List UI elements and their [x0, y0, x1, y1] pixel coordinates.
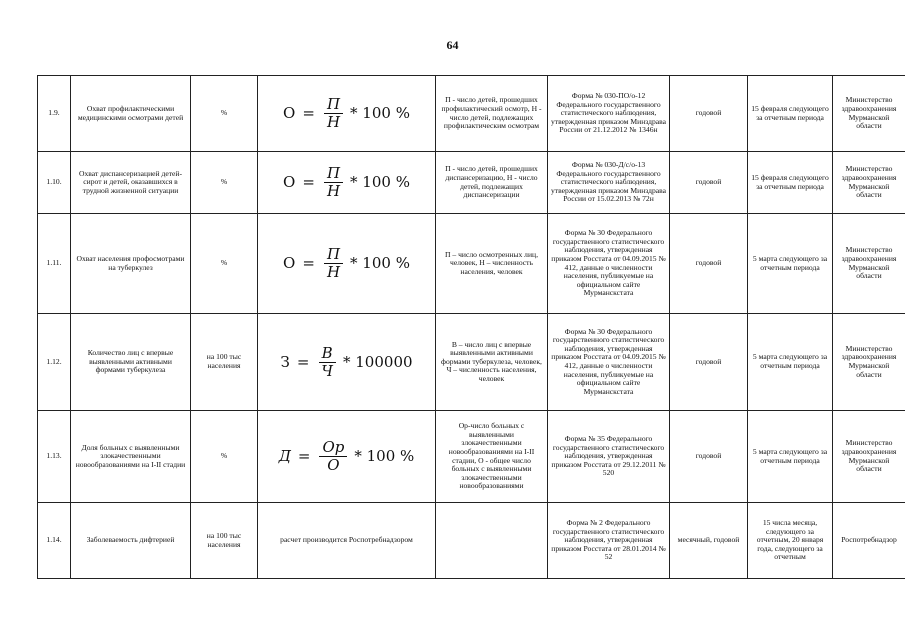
formula-lhs: З	[280, 352, 290, 371]
formula-numerator: П	[324, 165, 343, 183]
formula-cell	[258, 411, 436, 503]
variables-description: П – число осмотренных лиц, человек, Н – численность населения, человек	[436, 214, 548, 314]
formula-numerator: В	[319, 345, 336, 363]
responsible-body: Министерство здравоохранения Мурманской области	[833, 411, 905, 503]
deadline: 15 числа месяца, следующего за отчетным, 20 января года, следующего за отчетным	[748, 503, 833, 579]
row-number: 1.12.	[38, 314, 71, 411]
variables-description: П - число детей, прошедших профилактический осмотр, Н - число детей, подлежащих профилактическим осмотрам	[436, 76, 548, 152]
frequency: месячный, годовой	[670, 503, 748, 579]
formula-text: расчет производится Роспотребнадзором	[258, 503, 436, 579]
data-source: Форма № 30 Федерального государственного статистического наблюдения, утвержденная приказом Росстата от 04.09.2015 № 412, данные о численности населения, публикуемые на официальном сайте Мурманскстата	[548, 214, 670, 314]
formula	[261, 96, 432, 131]
formula-rhs: * 100000	[343, 352, 413, 371]
formula-eq: =	[302, 104, 315, 123]
frequency: годовой	[670, 76, 748, 152]
formula-cell	[258, 76, 436, 152]
formula-rhs: * 100 %	[354, 447, 415, 466]
deadline: 15 февраля следующего за отчетным периода	[748, 76, 833, 152]
row-number: 1.14.	[38, 503, 71, 579]
page-number: 64	[446, 38, 459, 52]
responsible-body: Министерство здравоохранения Мурманской области	[833, 76, 905, 152]
variables-description: П - число детей, прошедших диспансеризацию, Н - число детей, подлежащих диспансеризации	[436, 152, 548, 214]
responsible-body: Роспотребнадзор	[833, 503, 905, 579]
formula-lhs: Д	[278, 447, 291, 466]
unit: на 100 тыс населения	[191, 314, 258, 411]
formula-rhs: * 100 %	[350, 173, 410, 192]
formula	[261, 439, 432, 474]
table-row	[38, 152, 905, 214]
table-row	[38, 76, 905, 152]
formula-fraction	[324, 96, 343, 131]
formula-cell	[258, 152, 436, 214]
indicators-table	[37, 75, 905, 579]
formula-denominator: Н	[326, 182, 341, 200]
formula-numerator: П	[324, 246, 343, 264]
formula-eq: =	[302, 254, 315, 273]
formula	[261, 345, 432, 380]
frequency: годовой	[670, 411, 748, 503]
formula-numerator: П	[324, 96, 343, 114]
formula-lhs: О	[283, 254, 296, 273]
formula-fraction	[324, 246, 343, 281]
formula-fraction	[318, 345, 336, 380]
data-source: Форма № 030-Д/с/о-13 Федерального государственного статистического наблюдения, утвержденная приказом Минздрава России от 15.02.2013 № 72н	[548, 152, 670, 214]
deadline: 5 марта следующего за отчетным периода	[748, 314, 833, 411]
formula-denominator: Н	[326, 113, 341, 131]
formula-cell	[258, 214, 436, 314]
formula-rhs: * 100 %	[350, 104, 410, 123]
deadline: 5 марта следующего за отчетным периода	[748, 411, 833, 503]
formula-eq: =	[296, 352, 310, 371]
indicator-name: Охват населения профосмотрами на туберкулез	[71, 214, 191, 314]
formula-fraction	[319, 439, 347, 474]
responsible-body: Министерство здравоохранения Мурманской области	[833, 314, 905, 411]
unit: на 100 тыс населения	[191, 503, 258, 579]
formula-denominator: О	[327, 456, 340, 474]
unit: %	[191, 152, 258, 214]
formula-rhs: * 100 %	[350, 254, 410, 273]
indicator-name: Количество лиц с впервые выявленными активными формами туберкулеза	[71, 314, 191, 411]
formula-fraction	[324, 165, 343, 200]
row-number: 1.9.	[38, 76, 71, 152]
variables-description: В – число лиц с впервые выявленными активными формами туберкулеза, человек, Ч – численность населения, человек	[436, 314, 548, 411]
unit: %	[191, 76, 258, 152]
frequency: годовой	[670, 152, 748, 214]
formula	[261, 165, 432, 200]
frequency: годовой	[670, 214, 748, 314]
indicator-name: Заболеваемость дифтерией	[71, 503, 191, 579]
indicator-name: Охват профилактическими медицинскими осмотрами детей	[71, 76, 191, 152]
responsible-body: Министерство здравоохранения Мурманской области	[833, 214, 905, 314]
deadline: 15 февраля следующего за отчетным периода	[748, 152, 833, 214]
table-row	[38, 314, 905, 411]
formula-denominator: Н	[326, 263, 341, 281]
unit: %	[191, 214, 258, 314]
formula	[261, 246, 432, 281]
formula-lhs: О	[283, 173, 296, 192]
formula-numerator: Ор	[319, 439, 347, 457]
formula-eq: =	[297, 447, 311, 466]
table-row	[38, 411, 905, 503]
frequency: годовой	[670, 314, 748, 411]
indicator-name: Доля больных с выявленными злокачественными новообразованиями на I-II стадии	[71, 411, 191, 503]
table-row	[38, 214, 905, 314]
data-source: Форма № 30 Федерального государственного статистического наблюдения, утвержденная приказом Росстата от 04.09.2015 № 412, данные о численности населения, публикуемые на официальном сайте Мурманскстата	[548, 314, 670, 411]
row-number: 1.11.	[38, 214, 71, 314]
table-row	[38, 503, 905, 579]
variables-description	[436, 503, 548, 579]
responsible-body: Министерство здравоохранения Мурманской области	[833, 152, 905, 214]
formula-eq: =	[302, 173, 315, 192]
formula-lhs: О	[283, 104, 296, 123]
indicator-name: Охват диспансеризацией детей-сирот и детей, оказавшихся в трудной жизненной ситуации	[71, 152, 191, 214]
formula-cell	[258, 314, 436, 411]
data-source: Форма № 35 Федерального государственного статистического наблюдения, утвержденная приказом Росстата от 29.12.2011 № 520	[548, 411, 670, 503]
unit: %	[191, 411, 258, 503]
variables-description: Ор-число больных с выявленными злокачественными новообразованиями на I-II стадии, О - общее число больных с выявленными злокачественными новообразованиями	[436, 411, 548, 503]
data-source: Форма № 030-ПО/о-12 Федерального государственного статистического наблюдения, утвержденная приказом Минздрава России от 21.12.2012 № 1346н	[548, 76, 670, 152]
data-source: Форма № 2 Федерального государственного статистического наблюдения, утвержденная приказом Росстата от 28.01.2014 № 52	[548, 503, 670, 579]
formula-denominator: Ч	[321, 361, 333, 380]
row-number: 1.10.	[38, 152, 71, 214]
deadline: 5 марта следующего за отчетным периода	[748, 214, 833, 314]
row-number: 1.13.	[38, 411, 71, 503]
